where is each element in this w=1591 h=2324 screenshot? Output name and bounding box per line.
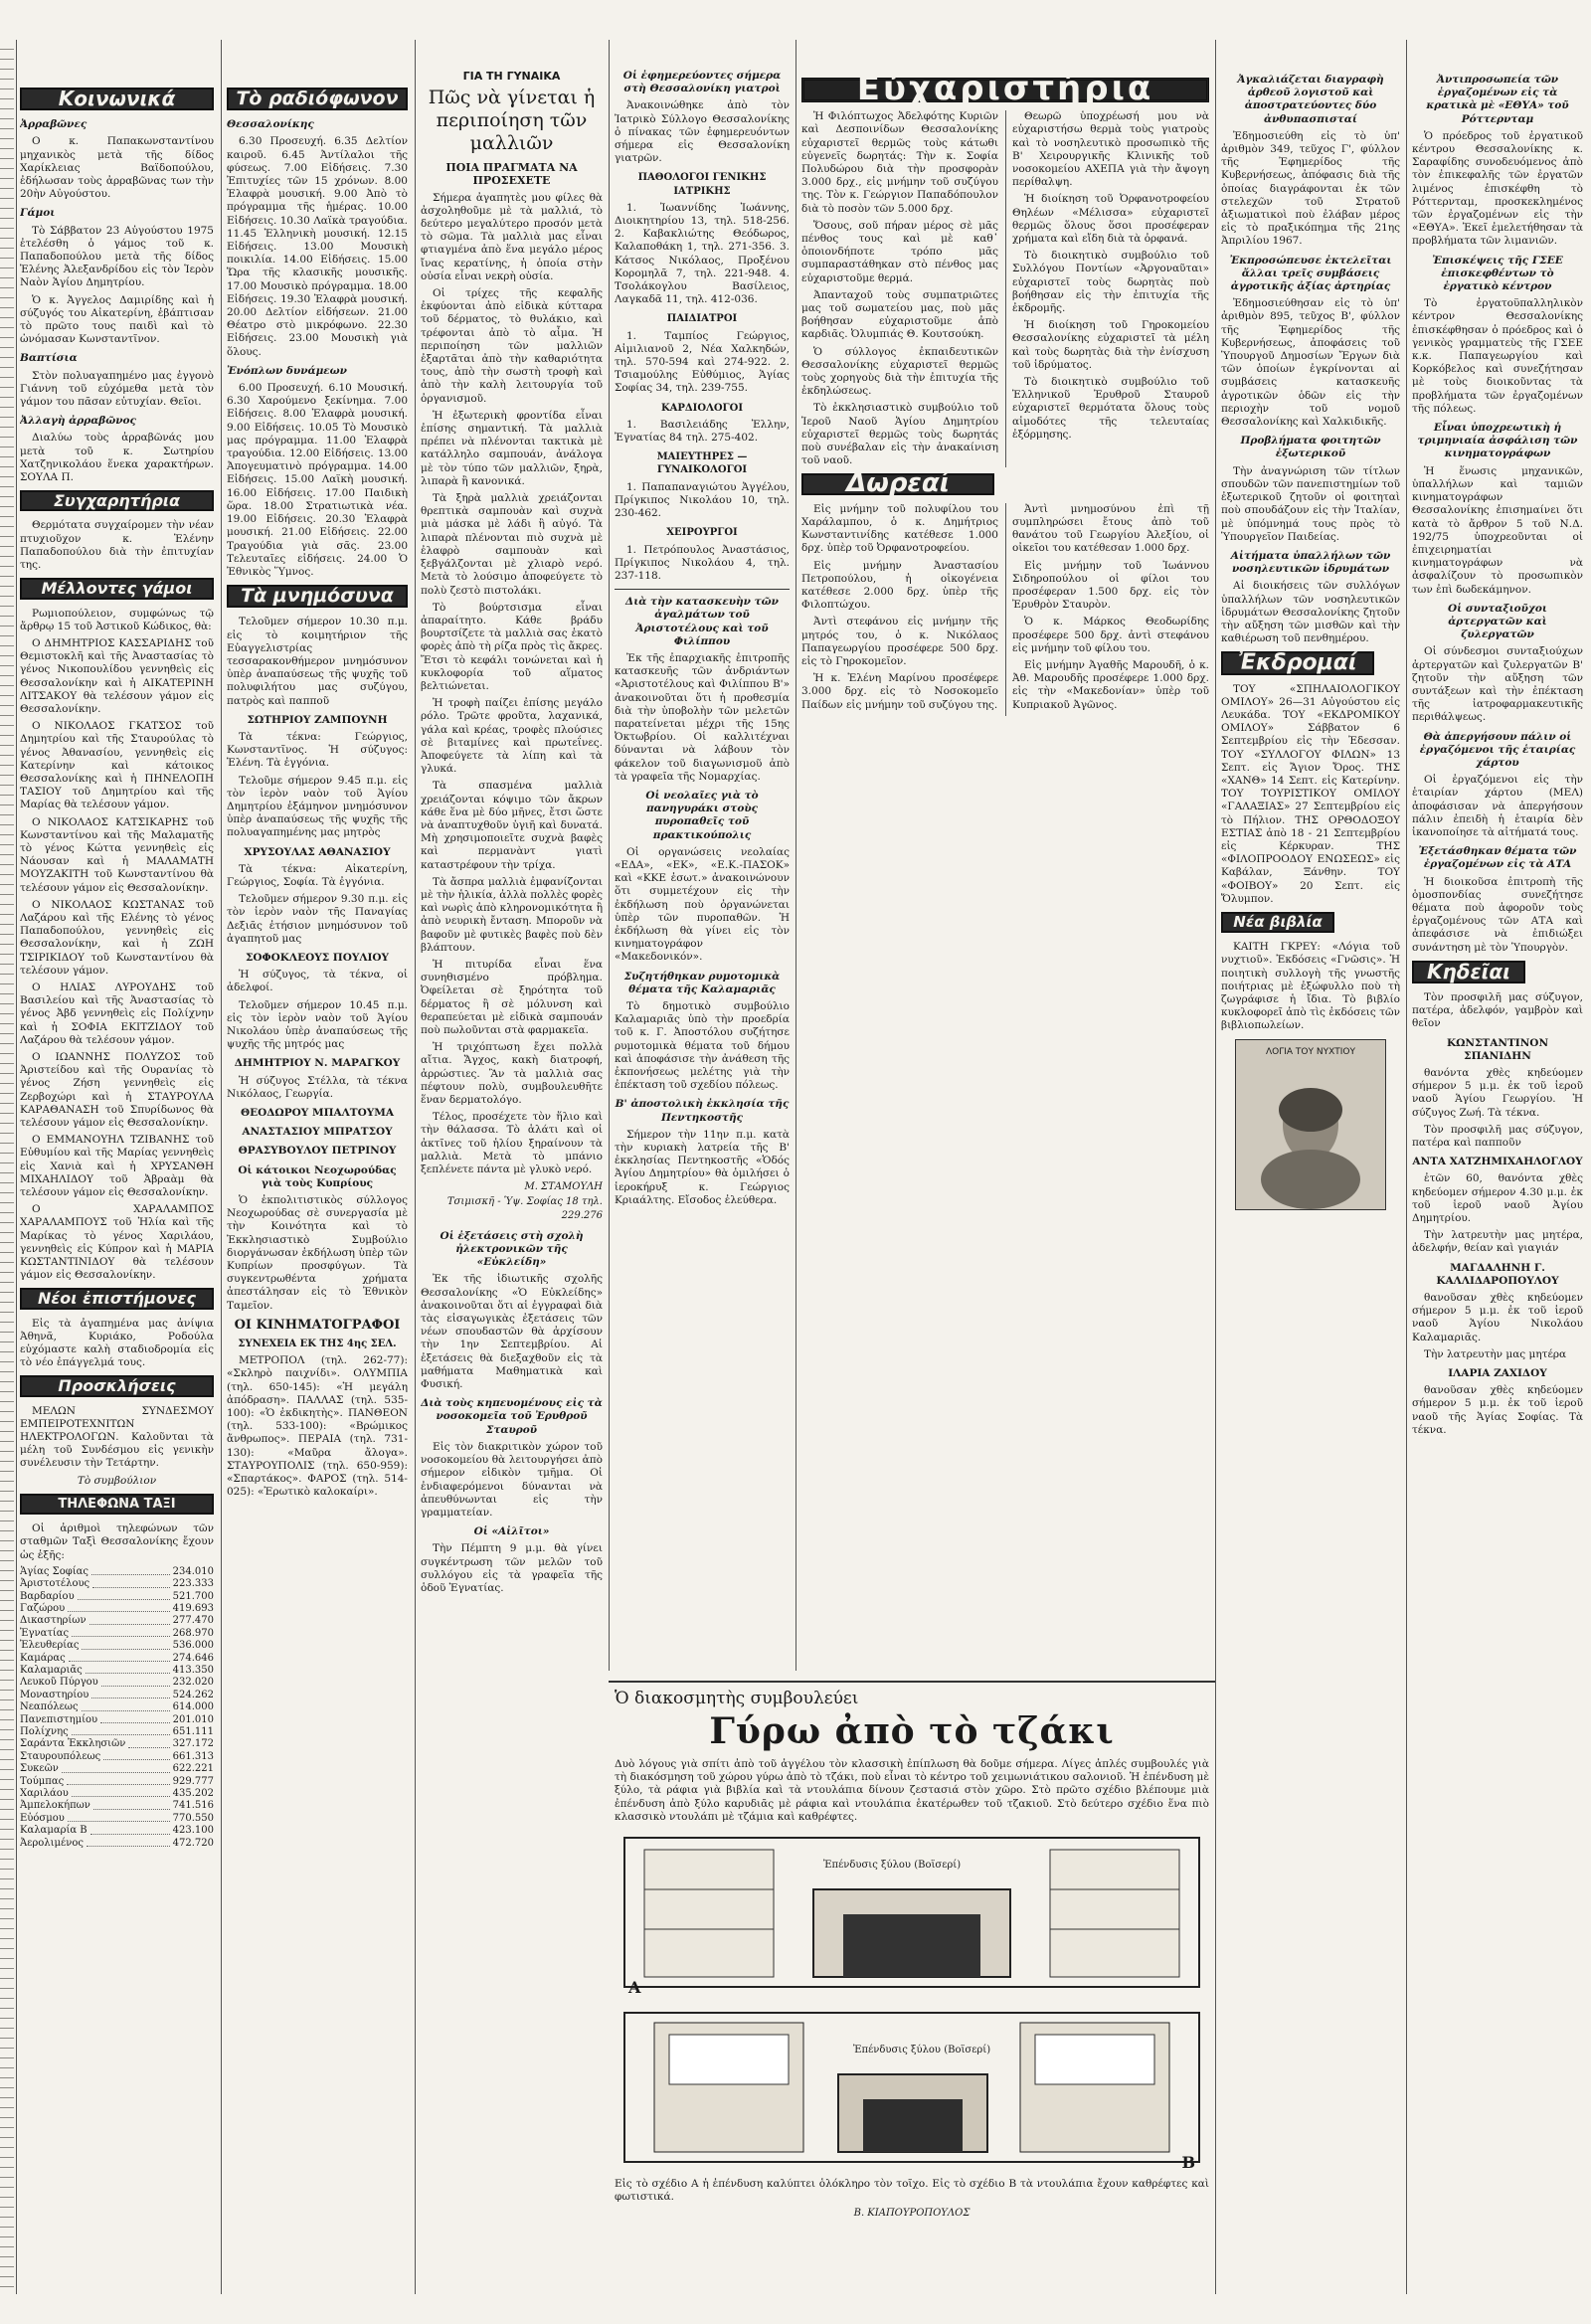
- subheading-thessaloniki: Θεσσαλονίκης: [227, 118, 314, 131]
- section-heading-social: Κοινωνικά: [20, 88, 214, 110]
- feature-kicker: Ὁ διακοσμητὴς συμβουλεύει: [615, 1689, 859, 1708]
- paragraph: Οἱ σύνδεσμοι συνταξιούχων ἀρτεργατῶν καὶ ζυλεργατῶν Β' ζητοῦν τὴν αὔξηση τῶν συντάξεων καὶ τὴν ἐπέκταση τῆς ἰατροφαρμακευτικῆς περιθάλψεως.: [1412, 645, 1583, 724]
- taxi-station: Μοναστηρίου: [20, 1689, 89, 1700]
- taxi-station: Σταυρουπόλεως: [20, 1750, 101, 1762]
- plan-label: Ἐπένδυσις ξύλου (Βοϊσερί): [823, 1860, 962, 1872]
- paragraph: Ὅσους, σοῦ πήραν μέρος σὲ μᾶς πένθος τους καὶ μὲ καθ᾿ ὁποιονδήποτε τρόπο μᾶς συμπαραστάθηκαν στὸ πένθος μας εὐχαριστοῦμε θερμά.: [801, 219, 998, 284]
- paragraph: Ἡ πιτυρίδα εἶναι ἕνα συνηθισμένο πρόβλημα. Ὀφείλεται σὲ ξηρότητα τοῦ δέρματος ἢ σὲ μόλυνση καὶ θεραπεύεται μὲ εἰδικὰ σαμπουάν ποὺ πωλοῦνται στὰ φαρμακεῖα.: [421, 958, 603, 1036]
- taxi-station: Συκεῶν: [20, 1763, 59, 1775]
- taxi-station: Χαριλάου: [20, 1788, 69, 1800]
- paragraph: Εἰς μνήμην τοῦ Ἰωάννου Σιδηροπούλου οἱ φίλοι του προσέφεραν 1.500 δρχ. εἰς τὸν Ἐρυθρὸν Σταυρὸν.: [1012, 559, 1209, 612]
- taxi-station: Ἐγνατίας: [20, 1627, 70, 1639]
- memorial-text: Τελοῦμε σήμερον 9.45 π.μ. εἰς τὸν ἱερὸν ναὸν τοῦ Ἁγίου Δημητρίου ἑξάμηνον μνημόσυνον ὑπὲρ ἀναπαύσεως τῆς ψυχῆς τῆς πολυαγαπημένης μας μητρὸς: [227, 774, 408, 839]
- taxi-station: Σαράντα Ἐκκλησιῶν: [20, 1738, 126, 1750]
- feature-body: Δυὸ λόγους γιὰ σπίτι ἀπὸ τοῦ ἀγγέλου τὸν κλασσικὴ ἐπίπλωση θὰ δοῦμε σήμερα. Λίγες ἀπλές συμβουλές γιὰ τὴ διακόσμηση τοῦ χώρου γύρω ἀπὸ τὸ τζάκι, ποὺ εἶναι τὸ κέντρο τοῦ χειμωνιάτικου σαλονιοῦ. Ἡ ἐπένδυση μὲ ξύλο, τὰ ράφια γιὰ βιβλία καὶ τὰ ντουλάπια δίνουν ζεστασιά στὸν χῶρο. Στὸ πρῶτο σχέδιο βλέπουμε μιὰ ἐπένδυση ἀπὸ ξύλο καρυδιᾶς μὲ ράφια καὶ ντουλάπια ἑκατέρωθεν τοῦ τζακιοῦ. Στὸ δεύτερο σχέδιο ἕνα πιὸ κλασσικὸ ντουλάπι μὲ τζάμια καὶ καθρέφτες.: [615, 1758, 1209, 1823]
- section-heading-excursions: Ἐκδρομαί: [1221, 651, 1374, 674]
- paragraph: Ρωμιοπούλειον, συμφώνως τῷ ἄρθρῳ 15 τοῦ Ἀστικοῦ Κώδικος, θὰ:: [20, 607, 214, 632]
- taxi-station: Γαζώρου: [20, 1602, 66, 1614]
- taxi-row: [20, 1628, 214, 1640]
- feature-signature: Β. ΚΙΑΠΟΥΡΟΠΟΥΛΟΣ: [853, 2208, 971, 2220]
- taxi-phone: 419.693: [172, 1602, 214, 1614]
- taxi-phone: 524.262: [172, 1689, 214, 1700]
- feature-fireplace: [609, 1681, 1215, 2299]
- article-heading: Διὰ τὴν κατασκευὴν τῶν ἀγαλμάτων τοῦ Ἀριστοτέλους καὶ τοῦ Φιλίππου: [625, 596, 779, 647]
- article-heading: Ἐπισκέψεις τῆς ΓΣΕΕ ἐπισκεφθέντων τὸ ἐργατικὸ κέντρον: [1432, 254, 1563, 293]
- doctor-list: 1. Βασιλειάδης Ἐλλην, Ἐγνατίας 84 τηλ. 275-402.: [615, 418, 790, 445]
- caption-b: Β: [1181, 2153, 1195, 2173]
- taxi-row: [20, 1776, 214, 1788]
- article-signature: Μ. ΣΤΑΜΟΥΛΗ: [524, 1181, 603, 1193]
- paragraph: Τὸ Σάββατον 23 Αὐγούστου 1975 ἐτελέσθη ὁ γάμος τοῦ κ. Παπαδοπούλου μετὰ τῆς δίδος Ἑλένης Ἀλεξανδρίδου εἰς τὸν Ἱερὸν Ναὸν Ἁγίου Δημητρίου.: [20, 224, 214, 289]
- memorial-text: Τελοῦμεν σήμερον 10.45 π.μ. εἰς τὸν ἱερὸν ναὸν τοῦ Ἁγίου Νικολάου ὑπὲρ ἀναπαύσεως τῆς ψυχῆς τῆς μητρός μας: [227, 998, 408, 1051]
- memorial-name: ΑΝΑΣΤΑΣΙΟΥ ΜΠΡΑΤΣΟΥ: [242, 1126, 393, 1139]
- article-heading: Β' ἀποστολικὴ ἐκκλησία τῆς Πεντηκοστῆς: [615, 1098, 790, 1124]
- taxi-phone: 413.350: [172, 1664, 214, 1676]
- paragraph: Ἀντὶ μνημοσύνου ἐπὶ τῇ συμπληρώσει ἔτους ἀπὸ τοῦ θανάτου τοῦ Γεωργίου Ἀλεξίου, οἱ οἰκεῖοι του κατέθεσαν 1.000 δρχ.: [1012, 502, 1209, 555]
- paragraph: Ἐδημοσιεύθη εἰς τὸ ὑπ' ἀριθμὸν 349, τεῦχος Γ', φύλλον τῆς Ἐφημερίδος τῆς Κυβερνήσεως, ἀπόφασις διὰ τῆς ὁποίας διαγράφονται ἐκ τῶν στελεχῶν τοῦ Στρατοῦ ἀξιωματικοὶ ποὺ ἐλάβαν μέρος εἰς τὸ πραξικόπημα τῆς 21ης Ἀπριλίου 1967.: [1221, 129, 1400, 248]
- paragraph: Ο ΧΑΡΑΛΑΜΠΟΣ ΧΑΡΑΛΑΜΠΟΥΣ τοῦ Ἠλία καὶ τῆς Μαρίκας τὸ γένος Χαριλάου, γεννηθεὶς εἰς Κύπρον καὶ ἡ ΜΑΡΙΑ ΚΩΣΤΑΝΤΙΝΙΔΟΥ θὰ τελέσουν γάμον εἰς Θεσσαλονίκην.: [20, 1203, 214, 1282]
- taxi-phone: 327.172: [172, 1738, 214, 1750]
- plan-label: Ἐπένδυσις ξύλου (Βοϊσερί): [853, 2045, 991, 2056]
- paragraph: Ο κ. Παπακωνσταντίνου μηχανικὸς μετὰ τῆς δίδος Χαρίκλειας Βαϊδοπούλου, ἐδήλωσαν τοὺς ἀρραβῶνας των τὴν 20ὴν Αὐγούστου.: [20, 135, 214, 201]
- paragraph: Εἰς μνήμην τοῦ πολυφίλου του Χαράλαμπου, ὁ κ. Δημήτριος Κωνσταντινίδης κατέθεσε 1.000 δρχ. ὑπὲρ τοῦ Ὀρφανοτροφείου.: [801, 502, 998, 555]
- memorial-list: [227, 616, 408, 1158]
- article-subtitle: ΠΟΙΑ ΠΡΑΓΜΑΤΑ ΝΑ ΠΡΟΣΕΧΕΤΕ: [445, 161, 578, 188]
- paragraph: Ὁ ἐκπολιτιστικὸς σύλλογος Νεοχωρούδας σὲ συνεργασία μὲ τὴν Κοινότητα καὶ τὸ Ἐκκλησιαστικὸ Συμβούλιο διοργάνωσαν ἐκδήλωση ὑπὲρ τῶν Κυπρίων προσφύγων. Τὰ συγκεντρωθέντα χρήματα ἀπεστάλησαν εἰς τὸ Ἐθνικὸν Ταμεῖον.: [227, 1194, 408, 1312]
- column-official: [1221, 40, 1400, 2294]
- taxi-row: [20, 1640, 214, 1652]
- taxi-row: [20, 1800, 214, 1812]
- taxi-row: [20, 1701, 214, 1713]
- taxi-station: Πανεπιστημίου: [20, 1713, 98, 1725]
- taxi-row: [20, 1653, 214, 1665]
- taxi-phone: 223.333: [172, 1578, 214, 1590]
- section-heading-funerals: Κηδεῖαι: [1412, 961, 1525, 983]
- taxi-row: [20, 1825, 214, 1837]
- memorial-text: Τὰ τέκνα: Γεώργιος, Κωνσταντῖνος. Ἡ σύζυγος: Ἑλένη. Τὰ ἐγγόνια.: [227, 730, 408, 770]
- paragraph: ΚΑΙΤΗ ΓΚΡΕΥ: «Λόγια τοῦ νυχτιοῦ». Ἐκδόσεις «Γνῶσις». Ἡ ποιητικὴ συλλογὴ τῆς γνωστῆς ποιήτριας μὲ ἐξώφυλλο ποὺ τὴ ζωγράφισε ἡ ἴδια. Τὸ βιβλίο κυκλοφορεῖ ἀπὸ τὶς ἐκδόσεις τῶν βιβλιοπωλείων.: [1221, 941, 1400, 1032]
- paragraph: Τὸ διοικητικὸ συμβούλιο τοῦ Ἑλληνικοῦ Ἐρυθροῦ Σταυροῦ εὐχαριστεῖ θερμότατα ὅλους τοὺς αἱμοδότες τῆς τελευταίας ἐξόρμησης.: [1012, 376, 1209, 441]
- paragraph: Ἡ ἐξωτερικὴ φροντίδα εἶναι ἐπίσης σημαντική. Τὰ μαλλιὰ πρέπει νὰ πλένονται τακτικὰ μὲ κατάλληλο σαμπουάν, ἀνάλογα μὲ τὸν τύπο τῶν μαλλιῶν, ξηρὰ, λιπαρὰ ἢ κανονικά.: [421, 409, 603, 487]
- paragraph: Τὰ ἄσπρα μαλλιὰ ἐμφανίζονται μὲ τὴν ἡλικία, ἀλλὰ πολλὲς φορὲς καὶ νωρὶς ἀπὸ κληρονομικότητα ἢ ἀπὸ νευρικὴ ἔνταση. Μποροῦν νὰ βαφοῦν μὲ φυτικὲς βαφὲς ποὺ δὲν βλάπτουν.: [421, 875, 603, 954]
- section-heading-thanks: Εὐχαριστήρια: [801, 78, 1209, 102]
- section-heading-radio: Τὸ ραδιόφωνον: [227, 88, 408, 110]
- paragraph: Ἐκ τῆς ἐπαρχιακῆς ἐπιτροπῆς κατασκευῆς τῶν ἀνδριάντων «Ἀριστοτέλους καὶ Φιλίππου Β'» ἀνακοινοῦται ὅτι ἡ προθεσμία διὰ τὴν ὑποβολὴν τῶν μελετῶν παρατείνεται μέχρι τῆς 15ης Ὀκτωβρίου. Οἱ καλλιτέχναι δύνανται νὰ λάβουν τὸν φάκελον τοῦ διαγωνισμοῦ ἀπὸ τὰ γραφεῖα τῆς Νομαρχίας.: [615, 651, 790, 783]
- paragraph: Ἡ διοικοῦσα ἐπιτροπὴ τῆς ὁμοσπονδίας συνεζήτησε θέματα ποὺ ἀφοροῦν τοὺς ἐργαζομένους τῶν ΑΤΑ καὶ ἀπεφάσισε νὰ ἐπιδιώξει συνάντηση μὲ τὸν Ὑπουργὸν.: [1412, 875, 1583, 954]
- taxi-station: Καλαμαριᾶς: [20, 1664, 83, 1676]
- section-heading-new-books: Νέα βιβλία: [1221, 912, 1334, 933]
- taxi-row: [20, 1726, 214, 1738]
- taxi-station: Ἐλευθερίας: [20, 1640, 80, 1652]
- taxi-phone: 268.970: [172, 1627, 214, 1639]
- paragraph: Ο ΗΛΙΑΣ ΛΥΡΟΥΔΗΣ τοῦ Βασιλείου καὶ τῆς Ἀναστασίας τὸ γένος Ἀβδ γεννηθεὶς εἰς Πολίχνην καὶ ἡ ΣΟΦΙΑ ΕΚΙΤΖΙΔΟΥ τοῦ Λαζάρου θὰ τελέσουν γάμον.: [20, 981, 214, 1046]
- taxi-phone: 536.000: [172, 1640, 214, 1652]
- paragraph: Θεωρῶ ὑποχρέωσή μου νὰ εὐχαριστήσω θερμὰ τοὺς γιατροὺς καὶ τὸ νοσηλευτικὸ προσωπικὸ τῆς Β' Χειρουργικῆς Κλινικῆς τοῦ νοσοκομείου ΑΧΕΠΑ γιὰ τὴν ἄψογη περίθαλψη.: [1012, 110, 1209, 189]
- paragraph: Οἱ τρίχες τῆς κεφαλῆς ἐκφύονται ἀπὸ εἰδικὰ κύτταρα τοῦ δέρματος, τὸ θυλάκιο, καὶ τρέφονται ἀπὸ τὸ αἷμα. Ἡ περιποίηση τῶν μαλλιῶν ἐξαρτᾶται ἀπὸ τὴν καθαριότητα τους, ἀπὸ τὴν σωστὴ τροφὴ καὶ ἀπὸ τὴν καλὴ λειτουργία τοῦ ὀργανισμοῦ.: [421, 287, 603, 405]
- paragraph: Τὰ ξηρὰ μαλλιὰ χρειάζονται θρεπτικὰ σαμπουὰν καὶ συχνὰ μιὰ μάσκα μὲ λάδι ἢ αὐγό. Τὰ λιπαρὰ πλένονται πιὸ συχνὰ μὲ ἐλαφρὸ σαμπουὰν καὶ ξεβγάλζονται μὲ χλιαρὸ νερό. Μετὰ τὸ λούσιμο ἀποφεύγετε τὸ πολὺ ζεστὸ πιστολάκι.: [421, 492, 603, 597]
- paragraph: Τὰ σπασμένα μαλλιὰ χρειάζονται κόψιμο τῶν ἄκρων κάθε ἕνα μὲ δύο μῆνες, ἔτσι ὥστε νὰ ἀναπτυχθοῦν ὑγιῆ καὶ δυνατά. Μὴ χρησιμοποιεῖτε συχνὰ βαφὲς καὶ περμανὰντ γιατὶ καταστρέφουν τὴν τρίχα.: [421, 780, 603, 871]
- deceased-name: ΑΝΤΑ ΧΑΤΖΗΜΙΧΑΗΛΟΓΛΟΥ: [1412, 1156, 1583, 1168]
- taxi-row: [20, 1603, 214, 1615]
- taxi-row: [20, 1751, 214, 1763]
- deceased-name: ΚΩΝΣΤΑΝΤΙΝΟΝ ΣΠΑΝΙΔΗΝ: [1446, 1036, 1549, 1062]
- paragraph: Σήμερα ἀγαπητὲς μου φίλες θὰ ἀσχοληθοῦμε μὲ τὰ μαλλιά, τὸ δεύτερο μεγαλύτερο προσόν μετὰ τὸ σῶμα. Τὰ μαλλιὰ μας εἶναι φτιαγμένα ἀπὸ ἕνα μεγάλο μέρος ἴνας κερατίνης, ἡ ὁποία στὴν οὐσία εἶναι νεκρὴ οὐσία.: [421, 191, 603, 282]
- taxi-phone: 435.202: [172, 1788, 214, 1800]
- paragraph: Ἡ κ. Ἑλένη Μαρίνου προσέφερε 3.000 δρχ. εἰς τὸ Νοσοκομεῖο Παίδων εἰς μνήμην τοῦ συζύγου της.: [801, 672, 998, 711]
- funeral-text: Τὸν προσφιλῆ μας σύζυγον, πατέρα καὶ παπποῦν: [1412, 1123, 1583, 1150]
- taxi-station: Καλαμαρία Β: [20, 1825, 88, 1837]
- paragraph: Εἰς μνήμην Ἀναστασίου Πετροπούλου, ἡ οἰκογένεια κατέθεσε 2.000 δρχ. ὑπὲρ τῆς Φιλοπτώχου.: [801, 559, 998, 612]
- taxi-station: Πολίχνης: [20, 1725, 69, 1737]
- section-heading-donations: Δωρεαί: [801, 473, 994, 494]
- paragraph: Οἱ ἐργαζόμενοι εἰς τὴν ἑταιρίαν χάρτου (ΜΕΛ) ἀποφάσισαν νὰ ἀπεργήσουν πάλιν ἐπειδὴ ἡ ἑταιρία δὲν ἱκανοποίησε τὰ αἰτήματά τους.: [1412, 774, 1583, 838]
- memorial-text: Ἡ σύζυγος Στέλλα, τὰ τέκνα Νικόλαος, Γεωργία.: [227, 1074, 408, 1100]
- paragraph: Τὸ ἐκκλησιαστικὸ συμβούλιο τοῦ Ἱεροῦ Ναοῦ Ἁγίου Δημητρίου εὐχαριστεῖ θερμῶς τοὺς δωρητάς ποὺ συνέβαλαν εἰς τὴν ἀνακαίνιση τοῦ ναοῦ.: [801, 402, 998, 467]
- left-margin-edge: [0, 40, 14, 2294]
- paragraph: Ἀντὶ στεφάνου εἰς μνήμην τῆς μητρός του, ὁ κ. Νικόλαος Παπαγεωργίου προσέφερε 500 δρχ. εἰς τὸ Γηροκομεῖον.: [801, 616, 998, 667]
- subheading-engagements: Ἀρραβῶνες: [20, 118, 88, 131]
- section-heading-future-weddings: Μέλλοντες γάμοι: [20, 578, 214, 599]
- paragraph: Ἀνακοινώθηκε ἀπὸ τὸν Ἰατρικὸ Σύλλογο Θεσσαλονίκης ὁ πίνακας τῶν ἐφημερευόντων σήμερα εἰς Θεσσαλονίκη γιατρῶν.: [615, 99, 790, 165]
- feature-title: Γύρω ἀπὸ τὸ τζάκι: [709, 1710, 1115, 1752]
- article-heading: Οἱ ἐφημερεύοντες σήμερα στὴ Θεσσαλονίκη γιατροὶ: [622, 70, 782, 95]
- taxi-row: [20, 1714, 214, 1726]
- article-heading: Οἱ νεολαῖες γιὰ τὸ πανηγυράκι στοὺς πυροπαθεῖς τοῦ πρακτικούπολις: [645, 789, 759, 841]
- memorial-text: Τελοῦμεν σήμερον 10.30 π.μ. εἰς τὸ κοιμητήριον τῆς Εὐαγγελιστρίας τεσσαρακονθήμερον μνημόσυνον ὑπὲρ ἀναπαύσεως τῆς ψυχῆς τοῦ πολυφιλήτου μας συζύγου, πατρὸς καὶ παπποῦ: [227, 616, 408, 707]
- taxi-row: [20, 1665, 214, 1677]
- doctor-list: 1. Ἰωαννίδης Ἰωάννης, Διοικητηρίου 13, τηλ. 518-256. 2. Καβακλιώτης Θεόδωρος, Καλαποθάκη 1, τηλ. 271-356. 3. Κάτσος Νικόλαος, Προξένου Κορομηλᾶ 7, τηλ. 221-948. 4. Τσολάκογλου Βασίλειος, Λαγκαδᾶ 11, τηλ. 412-036.: [615, 201, 790, 306]
- taxi-station: Λευκοῦ Πύργου: [20, 1677, 98, 1689]
- paragraph: Ἀπανταχοῦ τοὺς συμπατριῶτες μας τοῦ σωματείου μας, ποὺ μᾶς βοήθησαν εὐχαριστοῦμε ἀπὸ καρδιᾶς. Ὀλυμπιάς Θ. Κουτσούκη.: [801, 288, 998, 341]
- taxi-row: [20, 1738, 214, 1750]
- article-heading: Ἀγκαλιάζεται διαγραφὴ ἀρθεοῦ λογιστοῦ καὶ ἀποστρατεύοντες δύο ἀνθυπασπισταί: [1237, 74, 1384, 125]
- paragraph: Ἡ ἕνωσις μηχανικῶν, ὑπαλλήλων καὶ ταμιῶν κινηματογράφων Θεσσαλονίκης ἐπισημαίνει ὅτι κατὰ τὸ ἄρθρον 5 τοῦ Ν.Δ. 192/75 ὑποχρεοῦνται οἱ ἐπιχειρηματίαι κινηματογράφων νὰ ἀσφαλίζουν τὸ προσωπικὸν των ἐπὶ δωδεκάμηνον.: [1412, 464, 1583, 596]
- paragraph: Ο ΔΗΜΗΤΡΙΟΣ ΚΑΣΣΑΡΙΔΗΣ τοῦ Θεμιστοκλῆ καὶ τῆς Ἀναστασίας τὸ γένος Νικοπουλίδου γεννηθεὶς εἰς Θεσσαλονίκην καὶ ἡ ΑΙΚΑΤΕΡΙΝΗ ΛΙΤΣΑΚΟΥ θὰ τελέσουν γάμον εἰς Θεσσαλονίκην.: [20, 636, 214, 715]
- taxi-row: [20, 1591, 214, 1603]
- paragraph: Ο ΝΙΚΟΛΑΟΣ ΓΚΑΤΣΟΣ τοῦ Δημητρίου καὶ τῆς Σταυρούλας τὸ γένος Ἀθανασίου, γεννηθεὶς εἰς Κατερίνην καὶ κάτοικος Θεσσαλονίκης καὶ ἡ ΠΗΝΕΛΟΠΗ ΤΑΣΙΟΥ τοῦ Δημητρίου καὶ τῆς Μαρίας θὰ τελέσουν γάμον.: [20, 720, 214, 811]
- funeral-text: θανοῦσαν χθὲς κηδεύομεν σήμερον 5 μ.μ. ἐκ τοῦ ἱεροῦ ναοῦ τῆς Ἁγίας Σοφίας. Τὰ τέκνα.: [1412, 1384, 1583, 1436]
- column-doctors: [615, 40, 790, 1671]
- taxi-phone: 274.646: [172, 1652, 214, 1664]
- subheading-change: Ἀλλαγὴ ἀρραβῶνος: [20, 415, 136, 428]
- section-heading-memorials: Τὰ μνημόσυνα: [227, 585, 408, 608]
- taxi-phone: 472.720: [172, 1837, 214, 1849]
- funeral-text: Τὴν λατρευτὴν μας μητέρα: [1424, 1347, 1567, 1360]
- article-heading: Οἱ ἐξετάσεις στὴ σχολὴ ἠλεκτρονικῶν τῆς «Εὐκλείδη»: [440, 1229, 584, 1269]
- taxi-station: Ἀερολιμένος: [20, 1837, 84, 1849]
- paragraph: Ἡ διοίκηση τοῦ Ὀρφανοτροφείου Θηλέων «Μέλισσα» εὐχαριστεῖ θερμῶς ὅλους ὅσοι προσέφεραν χρήματα καὶ εἴδη διὰ τὰ ὀρφανά.: [1012, 193, 1209, 246]
- memorial-name: ΔΗΜΗΤΡΙΟΥ Ν. ΜΑΡΑΓΚΟΥ: [234, 1057, 401, 1070]
- article-heading: Συζητήθηκαν ρυμοτομικὰ θέματα τῆς Καλαμαριᾶς: [623, 970, 781, 995]
- taxi-phone: 661.313: [172, 1750, 214, 1762]
- taxi-phone: 741.516: [172, 1800, 214, 1812]
- fireplace-drawing-b: [615, 2005, 1209, 2174]
- section-heading-cinemas: ΟΙ ΚΙΝΗΜΑΤΟΓΡΑΦΟΙ: [234, 1317, 401, 1333]
- taxi-row: [20, 1566, 214, 1578]
- paragraph: Τὸ διοικητικὸ συμβούλιο τοῦ Συλλόγου Ποντίων «Ἀργοναῦται» εὐχαριστεῖ τοὺς δωρητὰς ποὺ βοήθησαν εἰς τὴν ἐπιτυχία τῆς ἐκδρομῆς.: [1012, 250, 1209, 315]
- taxi-row: [20, 1838, 214, 1850]
- subheading-weddings: Γάμοι: [20, 207, 56, 220]
- book-cover-title: ΛΟΓΙΑ ΤΟΥ ΝΥΧΤΙΟΥ: [1266, 1046, 1355, 1057]
- taxi-station: Δικαστηρίων: [20, 1615, 87, 1627]
- article-body: [421, 192, 603, 1177]
- paragraph: Ὁ κ. Ἀγγελος Δαμιρίδης καὶ ἡ σύζυγός του Αἰκατερίνη, ἐβάπτισαν τὸ πρῶτο τους παιδὶ καὶ τὸ ὠνόμασαν Κωνσταντῖνον.: [20, 293, 214, 346]
- memorial-text: Τελοῦμεν σήμερον 9.30 π.μ. εἰς τὸν ἱερὸν ναὸν τῆς Παναγίας Δεξιᾶς ἐτήσιον μνημόσυνον τοῦ ἀγαπητοῦ μας: [227, 893, 408, 945]
- taxi-station: Τούμπας: [20, 1775, 65, 1787]
- article-heading: Προβλήματα φοιτητῶν ἐξωτερικοῦ: [1240, 435, 1381, 460]
- paragraph: Τὴν ἀναγνώριση τῶν τίτλων σπουδῶν τῶν πανεπιστημίων τοῦ ἐξωτερικοῦ ζητοῦν οἱ φοιτηταὶ ποὺ σπουδάζουν εἰς τὴν Ἰταλίαν, μὲ ὑπόμνημά τους πρὸς τὸ Ὑπουργεῖον Παιδείας.: [1221, 464, 1400, 543]
- article-heading: Οἱ συνταξιοῦχοι ἀρτεργατῶν καὶ ζυλεργατῶν: [1448, 602, 1547, 641]
- paragraph: Τὸ βούρτσισμα εἶναι ἀπαραίτητο. Κάθε βράδυ βουρτσίζετε τὰ μαλλιὰ σας ἑκατὸ φορὲς ἀπὸ τὴ ρίζα πρὸς τὶς ἄκρες. Ἔτσι τὸ κεφάλι τονώνεται καὶ ἡ κυκλοφορία τοῦ αἵματος βελτιώνεται.: [421, 601, 603, 692]
- section-label: ΠΑΘΟΛΟΓΟΙ ΓΕΝΙΚΗΣ ΙΑΤΡΙΚΗΣ: [637, 172, 767, 197]
- taxi-phone-list: [20, 1566, 214, 1850]
- paragraph: Ὁ κ. Μάρκος Θεοδωρίδης προσέφερε 500 δρχ. ἀντὶ στεφάνου εἰς μνήμην τοῦ φίλου του.: [1012, 616, 1209, 654]
- taxi-row: [20, 1690, 214, 1701]
- paragraph: Τὸ δημοτικὸ συμβούλιο Καλαμαριᾶς ὑπὸ τὴν προεδρία τοῦ κ. Γ. Ἀποστόλου συζήτησε ρυμοτομικὰ θέματα τοῦ δήμου καὶ ἀποφάσισε τὴν ἀνάθεση τῆς ἐκπονήσεως μελέτης γιὰ τὴν ἐπέκταση τοῦ σχεδίου πόλεως.: [615, 1000, 790, 1092]
- memorial-name: ΧΡΥΣΟΥΛΑΣ ΑΘΑΝΑΣΙΟΥ: [244, 845, 391, 858]
- article-heading: Διὰ τοὺς κηπευομένους εἰς τὰ νοσοκομεῖα τοῦ Ἐρυθροῦ Σταυροῦ: [421, 1397, 603, 1436]
- taxi-phone: 234.010: [172, 1565, 214, 1577]
- paragraph: Στὸν πολυαγαπημένο μας ἐγγονὸ Γιάννη τοῦ εὐχόμεθα μετὰ τὸν γάμον του πᾶσαν εὐτυχίαν. Θεῖοι.: [20, 369, 214, 409]
- memorial-text: Τὰ τέκνα: Αἰκατερίνη, Γεώργιος, Σοφία. Τὰ ἐγγόνια.: [227, 862, 408, 888]
- cinema-listings: ΜΕΤΡΟΠΟΛ (τηλ. 262-77): «Σκληρὸ παιχνίδι». ΟΛΥΜΠΙΑ (τηλ. 650-145): «Ἡ μεγάλη ἀπόδραση». ΠΑΛΛΑΣ (τηλ. 535-100): «Ὁ ἐκδικητὴς». ΠΑΝΘΕΟΝ (τηλ. 533-100): «Βρώμικος ἄνθρωπος». ΠΕΡΑΙΑ (τηλ. 731-130): «Μαῦρα ἄλογα». ΣΤΑΥΡΟΥΠΟΛΙΣ (τηλ. 650-959): «Σπαρτάκος». ΦΑΡΟΣ (τηλ. 514-025): «Ἐρωτικὸ καλοκαίρι».: [227, 1354, 408, 1499]
- taxi-row: [20, 1578, 214, 1590]
- fireplace-drawing-a: [615, 1830, 1209, 1999]
- article-heading: Ἐκπροσώπευσε ἐκτελεῖται ἄλλαι τρεῖς συμβάσεις ἀγροτικῆς ἀξίας ἀρτηρίας: [1229, 254, 1392, 293]
- deceased-name: ΜΑΓΔΑΛΗΝΗ Γ. ΚΑΛΛΙΔΑΡΟΠΟΥΛΟΥ: [1436, 1261, 1559, 1287]
- article-address: Τσιμισκῆ - Ὑψ. Σοφίας 18 τηλ. 229.276: [446, 1196, 603, 1221]
- paragraph: Εἰς τὸν διακριτικὸν χώρον τοῦ νοσοκομείου θὰ λειτουργήσει ἀπὸ σήμερον εἰδικὸν τμῆμα. Οἱ ἐνδιαφερόμενοι δύνανται νὰ ἀπευθύνωνται εἰς τὴν γραμματείαν.: [421, 1440, 603, 1519]
- column-women: [421, 40, 603, 1671]
- taxi-station: Ἀριστοτέλους: [20, 1578, 90, 1590]
- funeral-text: θανοῦσαν χθὲς κηδεύομεν σήμερον 5 μ.μ. ἐκ τοῦ ἱεροῦ ναοῦ Ἁγίου Νικολάου Καλαμαριᾶς.: [1412, 1292, 1583, 1343]
- taxi-station: Βαρδαρίου: [20, 1590, 75, 1602]
- paragraph: Ἐδημοσιεύθησαν εἰς τὸ ὑπ' ἀριθμὸν 895, τεῦχος Β', φύλλον τῆς Ἐφημερίδος τῆς Κυβερνήσεως, ἀποφάσεις τοῦ Ὑπουργοῦ Δημοσίων Ἔργων διὰ τῶν ὁποίων ἐγκρίνονται αἱ συμβάσεις κατασκευῆς ἀγροτικῶν ὁδῶν εἰς τὴν περιοχὴν τοῦ νομοῦ Θεσσαλονίκης καὶ Χαλκιδικῆς.: [1221, 297, 1400, 429]
- article-heading: Οἱ «Αἰλῖτοι»: [473, 1525, 550, 1538]
- donations-body: [801, 503, 1209, 716]
- memorial-name: ΣΟΦΟΚΛΕΟΥΣ ΠΟΥΛΙΟΥ: [245, 951, 390, 964]
- section-heading-invitations: Προσκλήσεις: [20, 1375, 214, 1396]
- memorial-text: Ἡ σύζυγος, τὰ τέκνα, οἱ ἀδελφοί.: [227, 969, 408, 994]
- taxi-phone: 622.221: [172, 1763, 214, 1775]
- paragraph: Τέλος, προσέχετε τὸν ἥλιο καὶ τὴν θάλασσα. Τὸ ἁλάτι καὶ οἱ ἀκτῖνες τοῦ ἡλίου ξηραίνουν τὰ μαλλιὰ. Μετὰ τὸ μπάνιο ξεπλένετε πάντα μὲ γλυκὸ νερό.: [421, 1111, 603, 1176]
- radio-schedule: 6.00 Προσευχή. 6.10 Μουσική. 6.30 Χαρούμενο ξεκίνημα. 7.00 Εἰδήσεις. 8.00 Ἐλαφρὰ μουσική. 9.00 Εἰδήσεις. 10.05 Τὸ Μουσικὸ μας πρόγραμμα. 11.00 Ἐλαφρὰ τραγούδια. 12.00 Εἰδήσεις. 13.00 Ἀπογευματινὸ πρόγραμμα. 14.00 Εἰδήσεις. 15.00 Λαϊκὴ μουσική. 16.00 Εἰδήσεις. 17.00 Παιδικὴ ὥρα. 18.00 Στρατιωτικὰ νέα. 19.00 Εἰδήσεις. 20.30 Ἐλαφρὰ μουσική. 21.00 Εἰδήσεις. 22.00 Τραγούδια γιὰ σᾶς. 23.00 Τελευταῖες εἰδήσεις. 24.00 Ὁ Ἐθνικὸς Ὕμνος.: [227, 382, 408, 578]
- section-label: ΚΑΡΔΙΟΛΟΓΟΙ: [660, 402, 744, 414]
- section-heading-taxi: ΤΗΛΕΦΩΝΑ ΤΑΞΙ: [20, 1494, 214, 1515]
- paragraph: Ἡ Φιλόπτωχος Ἀδελφότης Κυριῶν καὶ Δεσποινίδων Θεσσαλονίκης εὐχαριστεῖ θερμῶς τοὺς κάτωθι εὐγενεῖς δωρητάς: Τὴν κ. Σοφία Πολυδώρου διὰ τὴν προσφορὰν 3.000 δρχ., εἰς μνήμην τοῦ συζύγου της. Τὸν κ. Γεώργιον Παπαδόπουλον διὰ τὸ ποσὸν τῶν 5.000 δρχ.: [801, 110, 998, 215]
- subheading-baptisms: Βαπτίσια: [20, 352, 78, 365]
- taxi-phone: 201.010: [172, 1713, 214, 1725]
- signature: Τὸ συμβούλιον: [77, 1474, 157, 1487]
- paragraph: Ἡ τροφὴ παίζει ἐπίσης μεγάλο ρόλο. Τρῶτε φροῦτα, λαχανικά, γάλα καὶ κρέας, τροφὲς πλούσιες σὲ βιταμίνες καὶ πρωτεΐνες. Ἀποφεύγετε τὰ λίπη καὶ τὰ γλυκά.: [421, 697, 603, 776]
- taxi-row: [20, 1788, 214, 1800]
- section-label: ΜΑΙΕΥΤΗΡΕΣ — ΓΥΝΑΙΚΟΛΟΓΟΙ: [656, 451, 748, 476]
- paragraph: Ὁ σύλλογος ἐκπαιδευτικῶν Θεσσαλονίκης εὐχαριστεῖ θερμῶς τοὺς χορηγοὺς διὰ τὴν ἐπιτυχία τῆς ἐκδηλώσεως.: [801, 345, 998, 398]
- taxi-row: [20, 1677, 214, 1689]
- article-title: Πῶς νὰ γίνεται ἡ περιποίηση τῶν μαλλιῶν: [428, 87, 596, 155]
- funeral-notices: [1412, 991, 1583, 1437]
- paragraph: Διαλύω τοὺς ἀρραβῶνάς μου μετὰ τοῦ κ. Σωτηρίου Χατζηνικολάου ἕνεκα χαρακτήρων. ΣΟΥΛΑ Π.: [20, 432, 214, 484]
- funeral-text: ἐτῶν 60, θανόντα χθὲς κηδεύομεν σήμερον 4.30 μ.μ. ἐκ τοῦ ἱεροῦ ναοῦ Ἀγίου Δημητρίου.: [1412, 1172, 1583, 1225]
- paragraph: Τὴν Πέμπτη 9 μ.μ. θὰ γίνει συγκέντρωση τῶν μελῶν τοῦ συλλόγου εἰς τὰ γραφεῖα τῆς ὁδοῦ Ἐγνατίας.: [421, 1542, 603, 1594]
- taxi-phone: 651.111: [172, 1725, 214, 1737]
- paragraph: ΜΕΛΩΝ ΣΥΝΔΕΣΜΟΥ ΕΜΠΕΙΡΟΤΕΧΝΙΤΩΝ ΗΛΕΚΤΡΟΛΟΓΩΝ. Καλοῦνται τὰ μέλη τοῦ Συνδέσμου εἰς γενικὴν συνέλευσιν τὴν Τετάρτην.: [20, 1404, 214, 1470]
- paragraph: Ἡ τριχόπτωση ἔχει πολλὰ αἴτια. Ἄγχος, κακὴ διατροφή, ἀρρώστιες. Ἂν τὰ μαλλιὰ σας πέφτουν πολὺ, συμβουλευθῆτε ἕναν δερματολόγο.: [421, 1041, 603, 1107]
- taxi-phone: 232.020: [172, 1677, 214, 1689]
- taxi-station: Καμάρας: [20, 1652, 66, 1664]
- section-label: ΧΕΙΡΟΥΡΓΟΙ: [666, 527, 738, 539]
- paragraph: Ο ΝΙΚΟΛΑΟΣ ΚΑΤΣΙΚΑΡΗΣ τοῦ Κωνσταντίνου καὶ τῆς Μαλαματῆς τὸ γένος Κώττα γεννηθεὶς εἰς Νάουσαν καὶ ἡ ΜΑΛΑΜΑΤΗ ΜΟΥΖΑΚΙΤΗ τοῦ Κωνσταντίνου θὰ τελέσουν γάμον εἰς Θεσσαλονίκην.: [20, 815, 214, 894]
- paragraph: Αἱ διοικήσεις τῶν συλλόγων ὑπαλλήλων τῶν νοσηλευτικῶν ἱδρυμάτων Θεσσαλονίκης ζητοῦν τὴν αὔξηση τῶν μισθῶν καὶ τὴν καθιέρωση τοῦ πενθημέρου.: [1221, 580, 1400, 645]
- taxi-row: [20, 1615, 214, 1627]
- taxi-phone: 770.550: [172, 1812, 214, 1824]
- radio-schedule: 6.30 Προσευχή. 6.35 Δελτίον καιροῦ. 6.45 Ἀντίλαλοι τῆς φύσεως. 7.00 Εἰδήσεις. 7.30 Ἐπιτυχίες τῶν 15 χρόνων. 8.00 Ἐλαφρὰ μουσική. 9.00 Ἀπὸ τὸ πρόγραμμα τῆς ἡμέρας. 10.00 Εἰδήσεις. 10.30 Λαϊκὰ τραγούδια. 11.45 Ἑλληνικὴ μουσική. 12.15 Εἰδήσεις. 13.00 Μουσικὴ ποικιλία. 14.00 Εἰδήσεις. 15.00 Ὥρα τῆς κλασικῆς μουσικῆς. 17.00 Μουσικὸ πρόγραμμα. 18.00 Εἰδήσεις. 19.30 Ἐλαφρὰ μουσική. 20.00 Δελτίον εἰδήσεων. 21.00 Θέατρο στὸ μικρόφωνο. 22.30 Εἰδήσεις. 23.00 Μουσικὴ γιὰ ὅλους.: [227, 135, 408, 358]
- deceased-name: ΙΛΑΡΙΑ ΖΑΧΙΔΟΥ: [1448, 1367, 1547, 1380]
- taxi-phone: 521.700: [172, 1590, 214, 1602]
- funeral-text: θανόντα χθὲς κηδεύομεν σήμερον 5 μ.μ. ἐκ τοῦ ἱεροῦ ναοῦ Ἁγίου Γεωργίου. Ἡ σύζυγος Ζωή. Τὰ τέκνα.: [1412, 1067, 1583, 1119]
- paragraph: Ο ΝΙΚΟΛΑΟΣ ΚΩΣΤΑΝΑΣ τοῦ Λαζάρου καὶ τῆς Ελένης τὸ γένος Παπαδοπούλου, γεννηθεὶς εἰς Θεσσαλονίκην, καὶ ἡ ΖΩΗ ΤΣΙΡΙΚΙΔΟΥ τοῦ Κωνσταντίνου θὰ τελέσουν γάμον.: [20, 898, 214, 977]
- article-heading: Ἐξετάσθηκαν θέματα τῶν ἐργαζομένων εἰς τὰ ΑΤΑ: [1418, 845, 1577, 871]
- paragraph: Ἐκ τῆς ἰδιωτικῆς σχολῆς Θεσσαλονίκης «Ὁ Εὐκλείδης» ἀνακοινοῦται ὅτι αἱ ἐγγραφαὶ διὰ τὰς εἰσαγωγικὰς ἐξετάσεις τῶν νέων σπουδαστῶν θὰ ἀρχίσουν τὴν 1ην Σεπτεμβρίου. Αἱ ἐξετάσεις θὰ διεξαχθοῦν εἰς τὰ μαθήματα Μαθηματικὰ καὶ Φυσική.: [421, 1273, 603, 1391]
- taxi-phone: 423.100: [172, 1825, 214, 1837]
- paragraph: Οἱ ἀριθμοὶ τηλεφώνων τῶν σταθμῶν Ταξὶ Θεσσαλονίκης ἔχουν ὡς ἑξῆς:: [20, 1522, 214, 1561]
- article-kicker: ΓΙΑ ΤΗ ΓΥΝΑΙΚΑ: [462, 70, 561, 83]
- article-heading: Θὰ ἀπεργήσουν πάλιν οἱ ἐργαζόμενοι τῆς ἑταιρίας χάρτου: [1419, 730, 1576, 769]
- taxi-station: Ἀμπελοκήπων: [20, 1800, 90, 1812]
- paragraph: Ο ΙΩΑΝΝΗΣ ΠΟΛΥΖΟΣ τοῦ Ἀριστείδου καὶ τῆς Ουρανίας τὸ γένος Ζήση γεννηθεὶς εἰς Ζερβοχώρι καὶ ἡ ΣΤΑΥΡΟΥΛΑ ΚΑΡΑΘΑΝΑΣΗ τοῦ Σπυρίδωνος θὰ τελέσουν γάμον εἰς Θεσσαλονίκην.: [20, 1051, 214, 1130]
- paragraph: Τὸ ἐργατοϋπαλληλικὸν κέντρον Θεσσαλονίκης ἐπισκέφθησαν ὁ πρόεδρος καὶ ὁ γενικὸς γραμματεὺς τῆς ΓΣΕΕ κ.κ. Παπαγεωργίου καὶ Κορκόβελος καὶ συνεζήτησαν μὲ τοὺς διοικοῦντας τὰ προβλήματα τῶν ἐργαζομένων τῆς πόλεως.: [1412, 297, 1583, 415]
- paragraph: Εἰς τὰ ἀγαπημένα μας ἀνίψια Ἀθηνᾶ, Κυριάκο, Ροδούλα εὐχόμαστε καλὴ σταδιοδρομία εἰς τὸ νέο ἐπάγγελμά τους.: [20, 1317, 214, 1369]
- column-radio: [227, 40, 408, 2294]
- memorial-name: ΘΕΟΔΩΡΟΥ ΜΠΑΛΤΟΥΜΑ: [240, 1107, 395, 1120]
- doctor-list: 1. Παπαπαναγιώτου Ἀγγέλου, Πρίγκιπος Νικολάου 10, τηλ. 230-462.: [615, 480, 790, 520]
- taxi-station: Ἁγίας Σοφίας: [20, 1565, 89, 1577]
- book-cover-image: [1235, 1039, 1386, 1210]
- paragraph: Οἱ οργανώσεις νεολαίας «ΕΔΑ», «ΕΚ», «Ε.Κ.-ΠΑΣΟΚ» καὶ «ΚΚΕ ἐσωτ.» ἀνακοινώνουν ὅτι συμμετέχουν εἰς τὴν ἐκδήλωση ποὺ ὀργανώνεται ὑπὲρ τῶν πυροπαθῶν. Ἡ ἐκδήλωση θὰ γίνει εἰς τὸν κινηματογράφον «Μακεδονικόν».: [615, 845, 790, 964]
- taxi-phone: 277.470: [172, 1615, 214, 1627]
- feature-illustration-a: [615, 1830, 1209, 1999]
- paragraph: Θερμότατα συγχαίρομεν τὴν νέαν πτυχιοῦχον κ. Ἑλένην Παπαδοπούλου διὰ τὴν ἐπιτυχίαν της.: [20, 519, 214, 572]
- caption-a: Α: [628, 1978, 641, 1998]
- paragraph: Ὁ πρόεδρος τοῦ ἐργατικοῦ κέντρου Θεσσαλονίκης κ. Σαραφίδης συνοδευόμενος ἀπὸ τὸν ἐπικεφαλῆς τῶν ἐργατῶν λιμένος ἐπισκέφθη τὸ Ρόττερνταμ, προσκεκλημένος τῶν ἐργαζομένων εἰς τὴν «ΕΘΥΑ». Ἐκεῖ ἐμελετήθησαν τὰ προβλήματα τῶν λιμανιῶν.: [1412, 129, 1583, 248]
- article-heading: Αἰτήματα ὑπαλλήλων τῶν νοσηλευτικῶν ἱδρυμάτων: [1230, 549, 1391, 576]
- doctor-list: 1. Πετρόπουλος Ἀναστάσιος, Πρίγκιπος Νικολάου 4, τηλ. 237-118.: [615, 543, 790, 582]
- doctor-list: 1. Ταμπίος Γεώργιος, Αἰμιλιανοῦ 2, Νέα Χαλκηδών, τηλ. 570-594 καὶ 274-922. 2. Τσιαμούλης Εὐθύμιος, Ἁγίας Σοφίας 34, τηλ. 239-755.: [615, 329, 790, 395]
- taxi-phone: 929.777: [172, 1775, 214, 1787]
- excursion-list: ΤΟΥ «ΣΠΗΛΑΙΟΛΟΓΙΚΟΥ ΟΜΙΛΟΥ» 26—31 Αὐγούστου εἰς Λευκάδα. ΤΟΥ «ΕΚΔΡΟΜΙΚΟΥ ΟΜΙΛΟΥ» Σάββατον 6 Σεπτεμβρίου εἰς τὴν Ἐδεσσαν. ΤΟΥ «ΣΥΛΛΟΓΟΥ ΦΙΛΩΝ» 13 Σεπτ. εἰς Ἄγιον Ὄρος. ΤΗΣ «ΧΑΝΘ» 14 Σεπτ. εἰς Κατερίνην. ΤΟΥ ΤΟΥΡΙΣΤΙΚΟΥ ΟΜΙΛΟΥ «ΓΑΛΑΞΙΑΣ» 27 Σεπτεμβρίου εἰς τὸ Πήλιον. ΤΗΣ ΟΡΘΟΔΟΞΟΥ ΕΣΤΙΑΣ ἀπὸ 18 - 21 Σεπτεμβρίου εἰς Κέρκυραν. ΤΗΣ «ΦΙΛΟΠΡΟΟΔΟΥ ΕΝΩΣΕΩΣ» εἰς Καβάλαν, Ξάνθην. ΤΟΥ «ΦΟΙΒΟΥ» 20 Σεπτ. εἰς Ὄλυμπον.: [1221, 682, 1400, 905]
- funeral-text: Τὴν λατρευτὴν μας μητέρα, ἀδελφήν, θείαν καὶ γιαγιάν: [1412, 1229, 1583, 1255]
- column-social: [20, 40, 214, 2294]
- article-heading: Εἶναι ὑποχρεωτικὴ ἡ τριμηνιαία ἀσφάλιση τῶν κινηματογράφων: [1417, 422, 1578, 460]
- taxi-station: Νεαπόλεως: [20, 1701, 79, 1713]
- article-heading: Ἀντιπροσωπεία τῶν ἐργαζομένων εἰς τὰ κρατικὰ μὲ «ΕΘΥΑ» τοῦ Ρόττερνταμ: [1426, 74, 1569, 125]
- taxi-row: [20, 1813, 214, 1825]
- paragraph: Εἰς μνήμην Ἀγαθῆς Μαρουδῆ, ὁ κ. Ἀθ. Μαρουδῆς προσέφερε 1.000 δρχ. εἰς τὴν «Μακεδονίαν» ὑπὲρ τοῦ Κυπριακοῦ Ἀγῶνος.: [1012, 658, 1209, 711]
- feature-body-2: Εἰς τὸ σχέδιο Α ἡ ἐπένδυση καλύπτει ὁλόκληρο τὸν τοῖχο. Εἰς τὸ σχέδιο Β τὰ ντουλάπια ἔχουν καθρέφτες καὶ φωτιστικά.: [615, 2178, 1209, 2204]
- column-thanks: [801, 40, 1209, 1671]
- thanks-body: [801, 110, 1209, 467]
- funeral-text: Τὸν προσφιλῆ μας σύζυγον, πατέρα, ἀδελφόν, γαμβρὸν καὶ θεῖον: [1412, 991, 1583, 1030]
- taxi-phone: 614.000: [172, 1701, 214, 1713]
- column-labour: [1412, 40, 1583, 2294]
- paragraph: Ο ΕΜΜΑΝΟΥΗΛ ΤΖΙΒΑΝΗΣ τοῦ Εὐθυμίου καὶ τῆς Μαρίας γεννηθεὶς εἰς Χανιὰ καὶ ἡ ΧΡΥΣΑΝΘΗ ΜΙΧΑΗΛΙΔΟΥ τοῦ Ἀβραὰμ θὰ τελέσουν γάμον εἰς Θεσσαλονίκην.: [20, 1134, 214, 1199]
- section-label: ΠΑΙΔΙΑΤΡΟΙ: [666, 313, 738, 325]
- taxi-row: [20, 1763, 214, 1775]
- subheading-armed-forces: Ἐνόπλων δυνάμεων: [227, 364, 347, 377]
- portrait-illustration: [1236, 1040, 1385, 1209]
- paragraph: Σήμερον τὴν 11ην π.μ. κατὰ τὴν κυριακὴ λατρεία τῆς Β' ἐκκλησίας Πεντηκοστῆς «Ὁδός Ἀγίου Δημητρίου» θὰ ὁμιλήσει ὁ ἱεροκήρυξ κ. Γεώργιος Κριαάλτης. Εἴσοδος ἐλεύθερα.: [615, 1128, 790, 1206]
- memorial-name: ΣΩΤΗΡΙΟΥ ΖΑΜΠΟΥΝΗ: [247, 713, 388, 726]
- feature-illustration-b: [615, 2005, 1209, 2174]
- paragraph: Ἡ διοίκηση τοῦ Γηροκομείου Θεσσαλονίκης εὐχαριστεῖ τὰ μέλη καὶ τοὺς δωρητὰς διὰ τὴν ἐνίσχυση τοῦ ἱδρύματος.: [1012, 319, 1209, 371]
- subheading: ΣΥΝΕΧΕΙΑ ΕΚ ΤΗΣ 4ης ΣΕΛ.: [238, 1339, 397, 1350]
- section-heading-new-graduates: Νέοι ἐπιστήμονες: [20, 1288, 214, 1309]
- taxi-station: Εὐόσμου: [20, 1812, 65, 1824]
- memorial-name: ΘΡΑΣΥΒΟΥΛΟΥ ΠΕΤΡΙΝΟΥ: [238, 1145, 397, 1158]
- section-heading-congratulations: Συγχαρητήρια: [20, 490, 214, 511]
- article-heading: Οἱ κάτοικοι Νεοχωρούδας γιὰ τοὺς Κυπρίους: [238, 1163, 397, 1189]
